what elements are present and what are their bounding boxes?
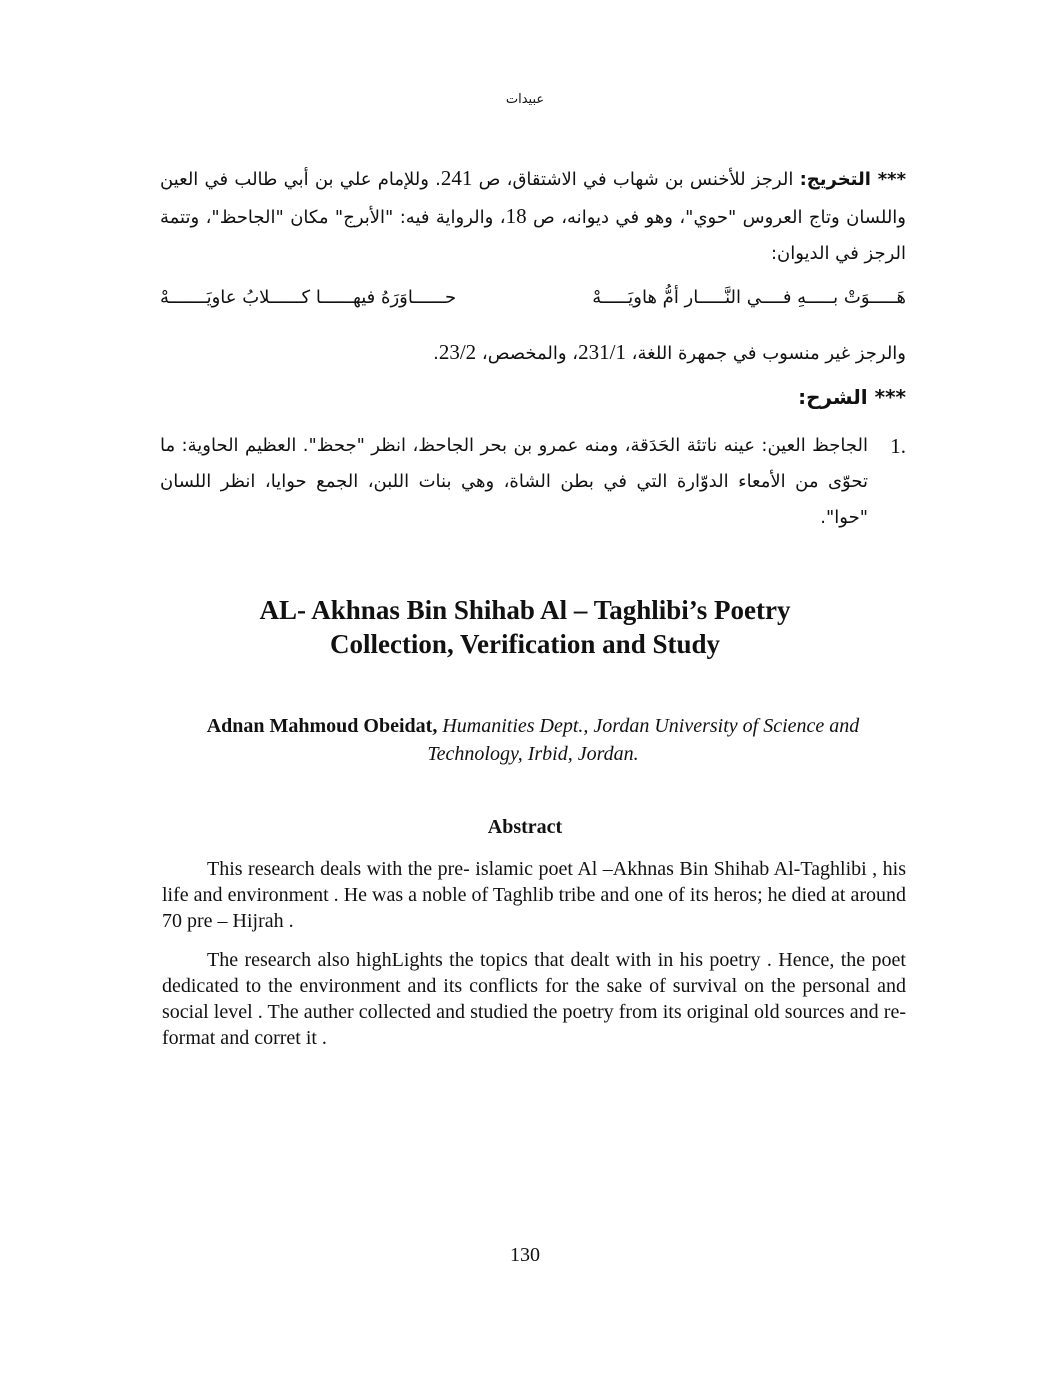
takhrij-text-3: ، والرواية فيه: "الأبرج" مكان "الجاحظ"، وتتمة الرجز في الديوان: bbox=[160, 207, 906, 264]
takhrij-page-2: 18 bbox=[505, 204, 527, 228]
attribution-text-3: . bbox=[433, 343, 439, 364]
attribution-ref-1: 231/1 bbox=[578, 340, 626, 364]
takhrij-text-1: الرجز للأخنس بن شهاب في الاشتقاق، ص bbox=[472, 169, 800, 190]
abstract-heading: Abstract bbox=[487, 816, 563, 838]
attribution-paragraph bbox=[160, 334, 906, 372]
english-title-line-1: AL- Akhnas Bin Shihab Al – Taghlibi’s Poetry bbox=[259, 595, 791, 625]
abstract-paragraph-2: The research also highLights the topics that dealt with in his poetry . Hence, the poet dedicated to the environment and its conflicts for the sake of survival on the personal and social level . The auther collected and studied the poetry from its original old sources and re-format and corret it . bbox=[162, 949, 906, 1049]
running-header: عبيدات bbox=[505, 92, 545, 107]
takhrij-paragraph bbox=[160, 160, 906, 272]
takhrij-label: *** التخريج: bbox=[799, 169, 906, 190]
english-title-line-2: Collection, Verification and Study bbox=[329, 629, 721, 659]
author-affiliation: Humanities Dept., Jordan University of Science and Technology, Irbid, Jordan. bbox=[427, 715, 860, 765]
takhrij-page-1: 241 bbox=[440, 166, 473, 190]
english-title bbox=[0, 593, 1050, 661]
verse-hemistich-2: حــــــاوَرَهُ فيهــــــا كــــــلابُ عاويَـــــــهْ bbox=[160, 287, 457, 308]
attribution-ref-2: 23/2 bbox=[438, 340, 477, 364]
page-number: 130 bbox=[510, 1244, 540, 1266]
author-line bbox=[160, 712, 906, 768]
author-name: Adnan Mahmoud Obeidat, bbox=[206, 715, 438, 737]
verse-hemistich-1: هَـــــوَتْ بـــــهِ فــــي النَّـــــار أمُّ هاويَـــــهْ bbox=[592, 287, 906, 308]
takhrij-text-2: . وللإمام علي بن أبي طالب في العين واللسان وتاج العروس "حوي"، وهو في ديوانه، ص bbox=[160, 169, 906, 228]
attribution-text-1: والرجز غير منسوب في جمهرة اللغة، bbox=[625, 343, 906, 364]
abstract-paragraph-1: This research deals with the pre- islamic poet Al –Akhnas Bin Shihab Al-Taghlibi , his life and environment . He was a noble of Taghlib tribe and one of its heros; he died at around 70 pre – Hijrah . bbox=[162, 858, 906, 932]
footnote-number: .1 bbox=[890, 434, 906, 458]
footnote-text: الجاجظ العين: عينه ناتئة الحَدَقة، ومنه عمرو بن بحر الجاحظ، انظر "جحظ". العظيم الحاوية: ما تحوّى من الأمعاء الدوّارة التي في بطن الشاة، وهي بنات اللبن، الجمع حوايا، انظر اللسان "حوا". bbox=[160, 435, 868, 528]
poetry-verse bbox=[160, 283, 906, 313]
attribution-text-2: ، والمخصص، bbox=[476, 343, 579, 364]
footnote-1 bbox=[160, 428, 906, 536]
sharh-heading: *** الشرح: bbox=[798, 385, 906, 409]
